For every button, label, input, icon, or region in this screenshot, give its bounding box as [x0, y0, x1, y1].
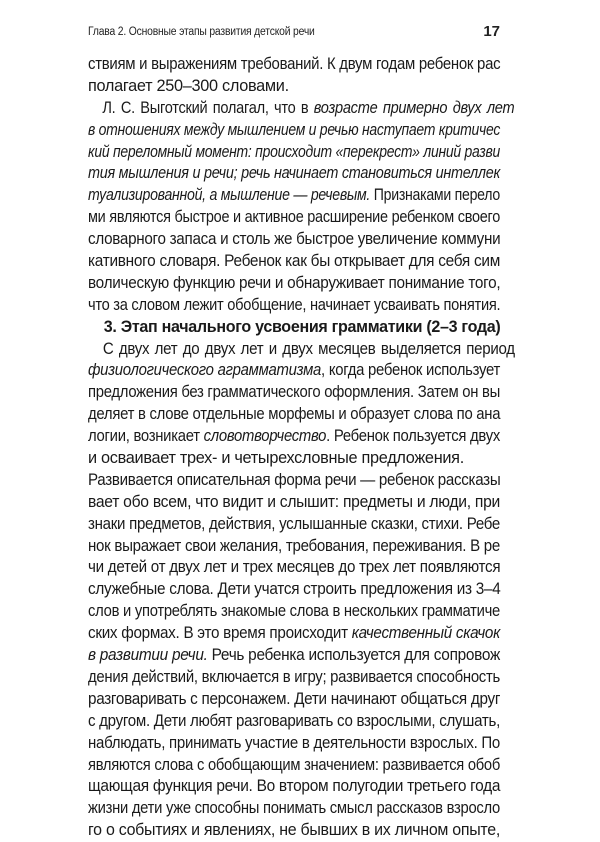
text-line: ских формах. В это время происходит качественный скачок: [88, 624, 500, 643]
text-line: предложения без грамматического оформления. Затем он вы: [88, 383, 500, 402]
text-line: тия мышления и речи; речь начинает становиться интеллек: [88, 164, 500, 183]
text-line: го о событиях и явлениях, не бывших в их личном опыте,: [88, 821, 500, 840]
text-line: полагает 250–300 словами.: [88, 76, 289, 95]
text-line: кий переломный момент: происходит «перекрест» линий разви: [88, 142, 500, 161]
text-line: и осваивает трех- и четырехсловные предложения.: [88, 449, 464, 468]
text-line: Развивается описательная форма речи — ребенок рассказы: [88, 470, 501, 489]
text-line: волическую функцию речи и обнаруживает понимание того,: [88, 273, 501, 292]
text-line: в отношениях между мышлением и речью наступает критичес: [88, 120, 501, 139]
text-line: вает обо всем, что видит и слышит: предметы и люди, при: [88, 492, 500, 511]
text-line: кативного словаря. Ребенок как бы открывает для себя сим: [88, 252, 500, 271]
chapter-title: Глава 2. Основные этапы развития детской речи: [88, 26, 315, 38]
text-line: деляет в слове отдельные морфемы и образует слова по ана: [88, 405, 501, 424]
text-line: нок выражает свои желания, требования, переживания. В ре: [88, 536, 500, 555]
text-line: ми являются быстрое и активное расширение ребенком своего: [88, 208, 500, 227]
page-number: 17: [483, 23, 500, 40]
text-line: жизни дети уже способны понимать смысл рассказов взросло: [88, 799, 500, 818]
text-line: физиологического аграмматизма, когда ребенок использует: [88, 361, 501, 380]
body-text: [88, 54, 515, 842]
text-line: Л. С. Выготский полагал, что в возрасте примерно двух лет: [102, 98, 515, 117]
text-line: чи детей от двух лет и трех месяцев до трех лет появляются: [88, 558, 501, 577]
text-line: словарного запаса и столь же быстрое увеличение коммуни: [88, 230, 501, 249]
text-line: в развитии речи. Речь ребенка используется для сопровож: [88, 646, 500, 665]
running-header: [88, 23, 500, 48]
text-line: являются слова с обобщающим значением: развивается обоб: [88, 755, 500, 774]
text-line: разговаривать с персонажем. Дети начинают общаться друг: [88, 689, 501, 708]
text-line: дения действий, включается в игру; развивается способность: [88, 667, 500, 686]
text-line: С двух лет до двух лет и двух месяцев выделяется период: [102, 339, 515, 358]
text-line: наблюдать, принимать участие в деятельности взрослых. По: [88, 733, 500, 752]
text-line: знаки предметов, действия, услышанные сказки, стихи. Ребе: [88, 514, 500, 533]
text-line: ствиям и выражениям требований. К двум годам ребенок рас: [88, 55, 501, 73]
text-line: слов и употреблять знакомые слова в нескольких грамматиче: [88, 602, 500, 621]
text-line: с другом. Дети любят разговаривать со взрослыми, слушать,: [88, 711, 500, 730]
text-line: туализированной, а мышление — речевым. Признаками перело: [88, 186, 500, 205]
text-line: служебные слова. Дети учатся строить предложения из 3–4: [88, 580, 501, 599]
section-heading: 3. Этап начального усвоения грамматики (2–3 года): [103, 317, 501, 336]
text-line: щающая функция речи. Во втором полугодии третьего года: [88, 777, 501, 796]
text-line: логии, возникает словотворчество. Ребенок пользуется двух: [88, 427, 501, 446]
italic-text: возрасте примерно двух лет: [313, 98, 515, 117]
text-line: что за словом лежит обобщение, начинает усваивать понятия.: [88, 295, 501, 314]
